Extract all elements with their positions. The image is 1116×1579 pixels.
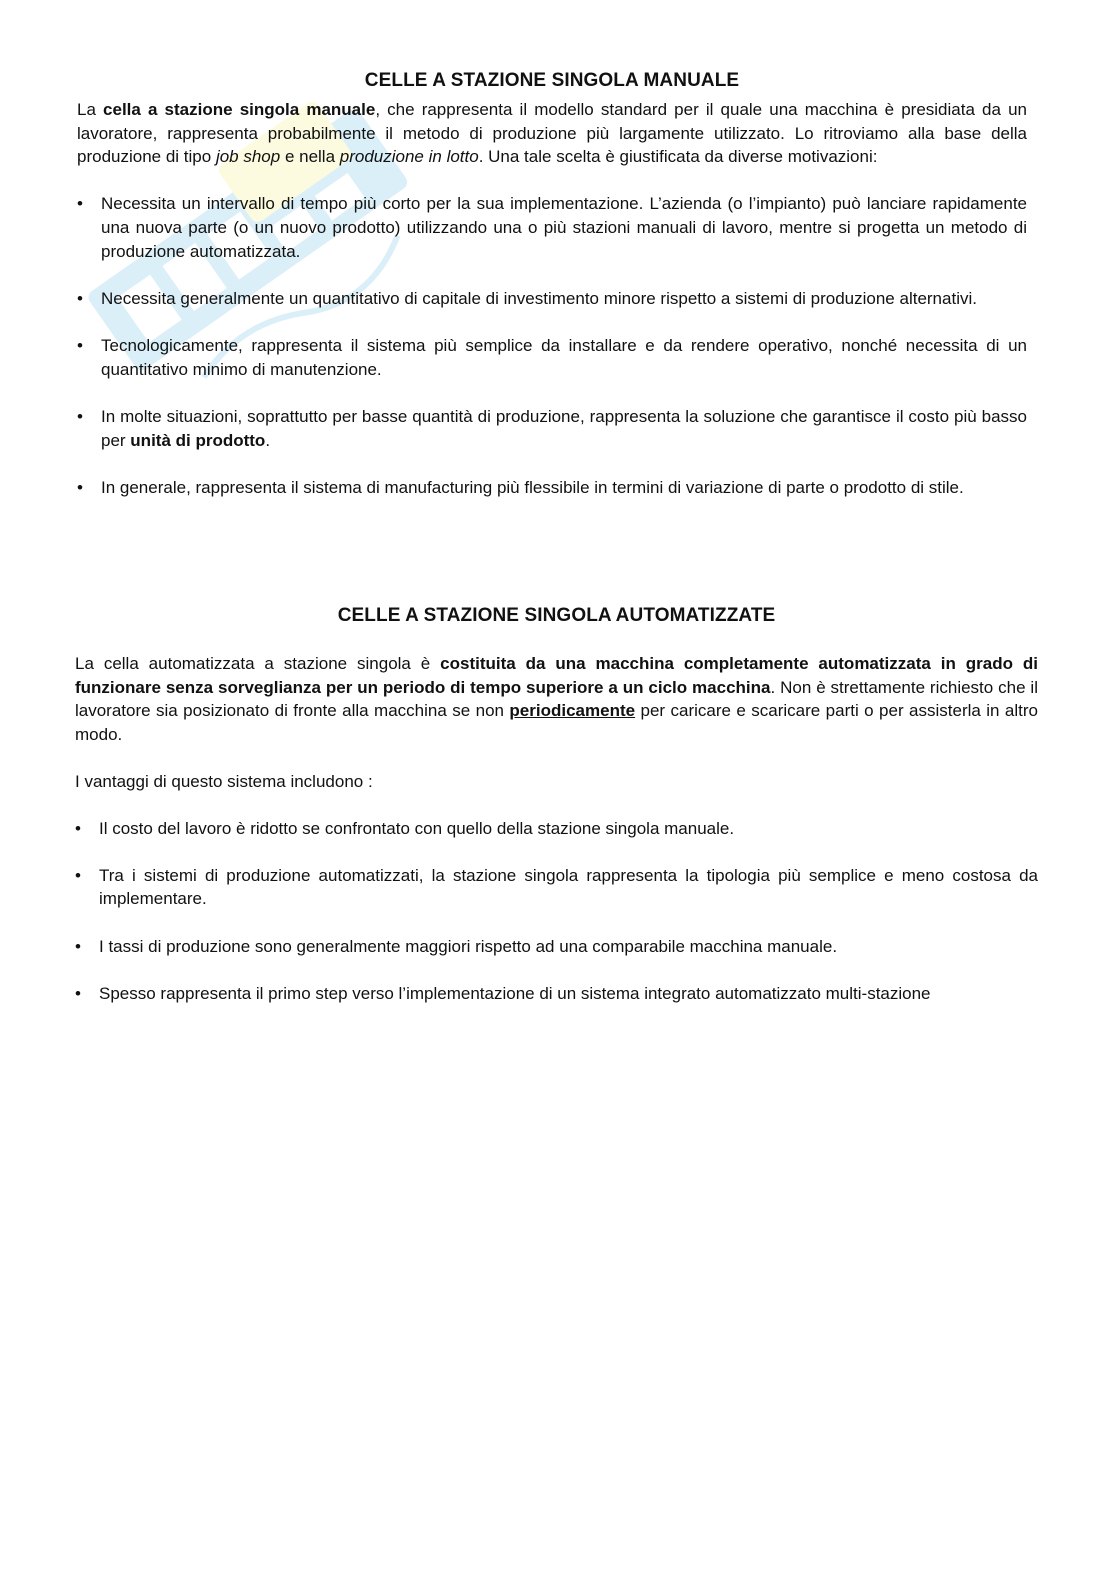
list-item-text: Il costo del lavoro è ridotto se confrontato con quello della stazione singola manuale. — [99, 818, 735, 838]
list-item — [75, 864, 1038, 911]
text-run: La — [77, 100, 104, 119]
list-item — [75, 817, 1038, 841]
bold-term: unità di prodotto — [130, 430, 266, 450]
list-item-text: In generale, rappresenta il sistema di manufacturing più flessibile in termini di variazione di parte o prodotto di stile. — [101, 477, 964, 497]
bullet-icon: • — [75, 983, 81, 1003]
list-item — [75, 935, 1038, 959]
list-item — [77, 405, 1027, 452]
bold-underlined-term: periodicamente — [509, 701, 636, 721]
text-run: La cella automatizzata a stazione singola è — [75, 654, 441, 673]
advantages-list — [75, 817, 1038, 1006]
italic-term: job shop — [215, 147, 281, 167]
list-item-text: I tassi di produzione sono generalmente maggiori rispetto ad una comparabile macchina manuale. — [99, 936, 838, 956]
text-run: . — [265, 430, 271, 450]
text-run: , che rappresenta il modello standard per il quale una macchina è presidiata da un lavoratore, rappresenta probabilmente il metodo di produzione più largamente utilizzato. Lo ritroviamo alla base della produzione di tipo — [77, 100, 1027, 167]
bullet-icon: • — [77, 477, 83, 497]
bullet-icon: • — [75, 936, 81, 956]
section-automated-cells — [75, 605, 1038, 1029]
bold-term: cella a stazione singola manuale — [103, 100, 376, 119]
text-run: . Non è strettamente richiesto che il lavoratore sia posizionato di fronte alla macchina se non — [75, 677, 1038, 721]
bullet-icon: • — [75, 865, 81, 885]
list-item-text: Spesso rappresenta il primo step verso l’implementazione di un sistema integrato automatizzato multi-stazione — [99, 983, 931, 1003]
list-item — [77, 287, 1027, 311]
section-manual-cells — [77, 70, 1027, 523]
list-item — [75, 982, 1038, 1006]
list-item — [77, 334, 1027, 381]
bullet-icon: • — [77, 335, 83, 355]
intro-paragraph-automated — [75, 652, 1038, 747]
text-run: e nella — [280, 147, 340, 167]
motivations-list — [77, 192, 1027, 499]
list-item-text: Necessita generalmente un quantitativo di capitale di investimento minore rispetto a sistemi di produzione alternativi. — [101, 288, 977, 308]
list-item-text: Necessita un intervallo di tempo più corto per la sua implementazione. L’azienda (o l’impianto) può lanciare rapidamente una nuova parte (o un nuovo prodotto) utilizzando una o più stazioni manuali di lavoro, mentre si progetta un metodo di produzione automatizzata. — [101, 194, 1027, 261]
list-item-text: In molte situazioni, soprattutto per basse quantità di produzione, rappresenta la soluzione che garantisce il costo più basso per — [101, 406, 1027, 450]
text-run: per caricare e scaricare parti o per assisterla in altro modo. — [75, 701, 1038, 745]
section-title-automated: CELLE A STAZIONE SINGOLA AUTOMATIZZATE — [337, 605, 776, 626]
bullet-icon: • — [77, 288, 83, 308]
bullet-icon: • — [77, 406, 83, 426]
list-item — [77, 476, 1027, 500]
italic-term: produzione in lotto — [339, 147, 479, 167]
list-item-text: Tecnologicamente, rappresenta il sistema più semplice da installare e da rendere operativo, nonché necessita di un quantitativo minimo di manutenzione. — [101, 335, 1027, 379]
bullet-icon: • — [75, 818, 81, 838]
advantages-intro: I vantaggi di questo sistema includono : — [75, 771, 373, 791]
text-run: . Una tale scelta è giustificata da diverse motivazioni: — [478, 147, 878, 167]
list-item-text: Tra i sistemi di produzione automatizzati, la stazione singola rappresenta la tipologia più semplice e meno costosa da implementare. — [99, 865, 1038, 909]
bold-term: costituita da una macchina completamente automatizzata in grado di funzionare senza sorveglianza per un periodo di tempo superiore a un ciclo macchina — [75, 654, 1038, 697]
bullet-icon: • — [77, 194, 83, 214]
intro-paragraph-manual — [77, 98, 1027, 169]
list-item — [77, 192, 1027, 263]
section-title-manual: CELLE A STAZIONE SINGOLA MANUALE — [364, 70, 740, 91]
